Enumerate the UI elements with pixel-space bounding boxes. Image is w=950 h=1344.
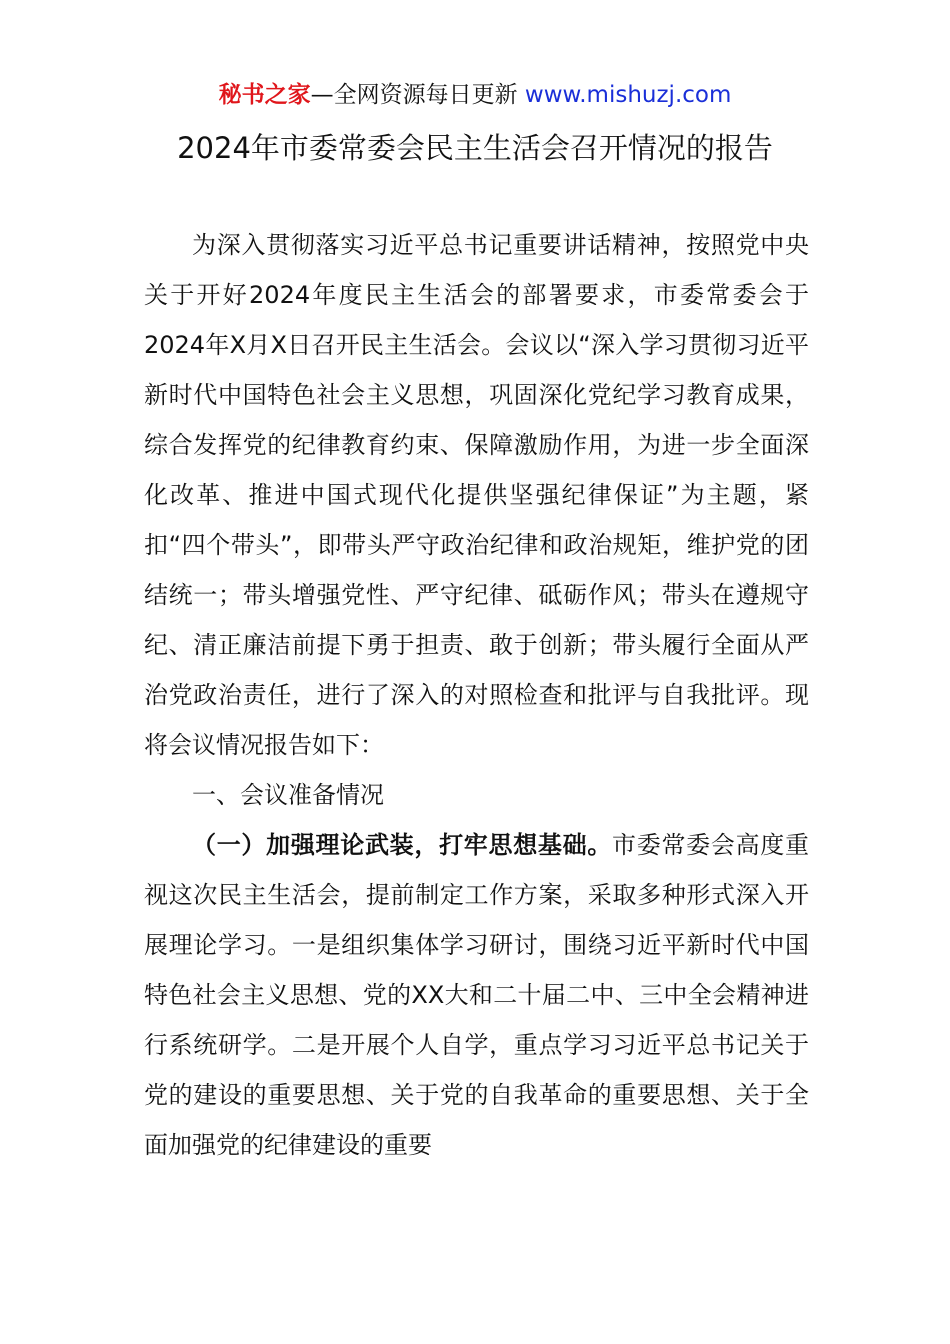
intro-paragraph: 为深入贯彻落实习近平总书记重要讲话精神，按照党中央关于开好2024年度民主生活会的部署要求，市委常委会于2024年X月X日召开民主生活会。会议以“深入学习贯彻习近平新时代中国特色社会主义思想，巩固深化党纪学习教育成果，综合发挥党的纪律教育约束、保障激励作用，为进一步全面深化改革、推进中国式现代化提供坚强纪律保证”为主题，紧扣“四个带头”，即带头严守政治纪律和政治规矩，维护党的团结统一；带头增强党性、严守纪律、砥砺作风；带头在遵规守纪、清正廉洁前提下勇于担责、敢于创新；带头履行全面从严治党政治责任，进行了深入的对照检查和批评与自我批评。现将会议情况报告如下： <box>144 231 809 759</box>
brand-name: 秘书之家 <box>218 82 311 108</box>
site-url-link[interactable]: www.mishuzj.com <box>524 82 732 108</box>
document-title: 2024年市委常委会民主生活会召开情况的报告 <box>177 131 773 165</box>
site-header <box>0 78 950 112</box>
site-tagline: —全网资源每日更新 <box>310 82 525 108</box>
subsection-body: 市委常委会高度重视这次民主生活会，提前制定工作方案，采取多种形式深入开展理论学习。一是组织集体学习研讨，围绕习近平新时代中国特色社会主义思想、党的XX大和二十届二中、三中全会精神进行系统研学。二是开展个人自学，重点学习习近平总书记关于党的建设的重要思想、关于党的自我革命的重要思想、关于全面加强党的纪律建设的重要 <box>144 831 810 1159</box>
subsection-lead: （一）加强理论武装，打牢思想基础。 <box>192 831 613 859</box>
subsection-paragraph <box>144 820 809 1170</box>
section-heading: 一、会议准备情况 <box>192 781 384 809</box>
document-body <box>144 220 809 1170</box>
